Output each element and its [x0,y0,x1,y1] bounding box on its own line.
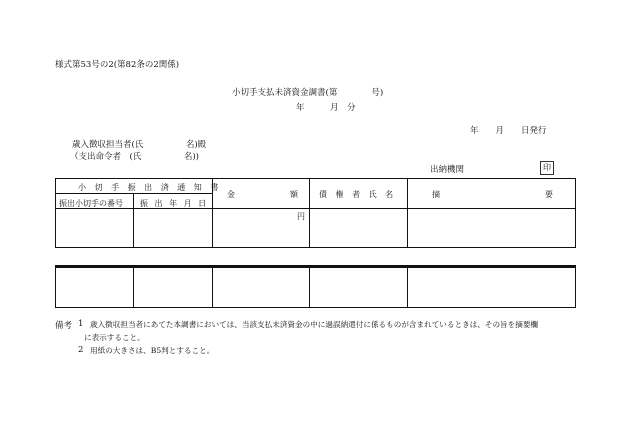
column-header-check-number: 振出小切手の番号 [59,199,123,208]
note-1-line-1: 歳入徴収担当者にあてた本調書においては、当該支払未済資金の中に過誤納還付に係るものが含まれているときは、その旨を摘要欄 [90,320,539,329]
seal-mark: 印 [540,161,554,175]
column-header-summary-left: 摘 [432,190,440,199]
addressee-line-1: 歳入徴収担当者(氏 名)殿 [72,140,207,150]
issuer-label: 出納機関 [430,165,465,175]
notes-label: 備考 [55,321,73,331]
note-2-text: 用紙の大きさは、B5判とすること。 [90,346,215,355]
column-group-header: 小 切 手 振 出 済 通 知 書 [78,183,222,192]
column-header-issue-date: 振 出 年 月 日 [140,199,209,208]
form-number: 様式第53号の2(第82条の2関係) [55,60,180,70]
column-header-amount-left: 金 [227,190,235,199]
amount-unit-yen: 円 [297,212,305,221]
column-header-summary-right: 要 [545,190,553,199]
addressee-line-2: （支出命令者 (氏 名)) [70,152,199,162]
column-header-creditor: 債 権 者 氏 名 [319,190,397,199]
issue-date: 年 月 日発行 [470,126,547,136]
column-header-amount-right: 額 [290,190,298,199]
document-title: 小切手支払未済資金調書(第 号) [232,88,384,98]
note-2-number: 2 [78,345,84,355]
note-1-number: 1 [78,319,84,329]
reporting-period: 年 月 分 [296,103,356,113]
note-1-line-2: に表示すること。 [84,333,145,342]
